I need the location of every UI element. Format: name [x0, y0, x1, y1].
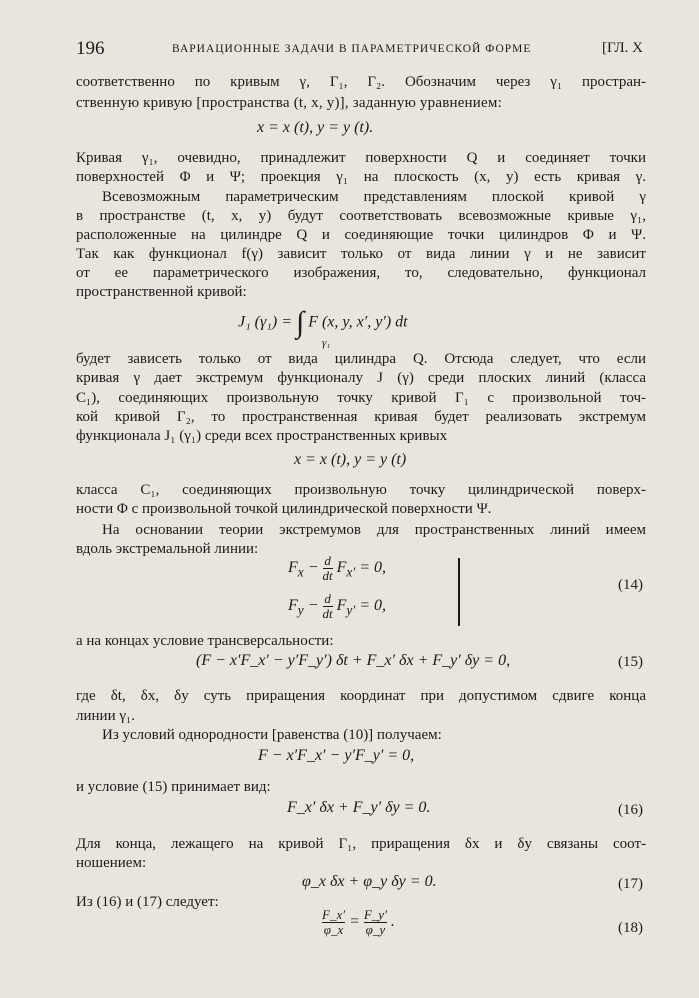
fraction-numerator: d [324, 553, 331, 568]
eq-subscript: y′ [346, 602, 356, 618]
eq-term: F [336, 597, 347, 615]
eq-term: F [336, 559, 347, 577]
fraction-numerator: d [324, 591, 331, 606]
chapter-label: [ГЛ. X [601, 40, 643, 56]
fraction-numerator: F_y′ [363, 907, 387, 922]
equation-number: (15) [618, 654, 643, 670]
text-line: от ее параметрического изображения, то, следовательно, функционал [76, 265, 646, 281]
text-line: где δt, δx, δy суть приращения координат при допустимом сдвиге конца [76, 688, 646, 704]
eq-operator: = [349, 913, 360, 931]
ratio-equation [322, 908, 395, 937]
text-line: функционала J₁ (γ₁) среди всех пространственных кривых [76, 428, 448, 444]
text-line: ности Φ с произвольной точкой цилиндрической поверхности Ψ. [76, 501, 492, 517]
equation: F_x′ δx + F_y′ δy = 0. [287, 799, 431, 816]
text-line: ственную кривую [пространства (t, x, y)], заданную уравнением: [76, 95, 502, 111]
text-line: ношением: [76, 855, 147, 871]
eq-term: F [288, 597, 298, 615]
text-line: Из (16) и (17) следует: [76, 894, 219, 910]
text-line: а на концах условие трансверсальности: [76, 633, 334, 649]
text-line: класса C₁, соединяющих произвольную точку цилиндрической поверх- [76, 482, 646, 498]
text-line: расположенные на цилиндре Q и соединяющие точки цилиндров Φ и Ψ. [76, 227, 646, 243]
text-line: На основании теории экстремумов для пространственных линий имеем [102, 522, 646, 538]
fraction-denominator: φ_x [323, 922, 344, 937]
text-line: Из условий однородности [равенства (10)] получаем: [102, 727, 442, 743]
eq-end: = 0, [359, 597, 387, 615]
text-line: поверхностей Φ и Ψ; проекция γ₁ на плоскость (x, y) есть кривая γ. [76, 169, 646, 185]
page-number: 196 [76, 38, 105, 59]
text-line: и условие (15) принимает вид: [76, 779, 271, 795]
text-line: в пространстве (t, x, y) будут соответствовать всевозможные кривые γ₁, [76, 208, 646, 224]
text-line: соответственно по кривым γ, Γ₁, Γ₂. Обозначим через γ₁ простран- [76, 74, 646, 90]
equation-number: (17) [618, 876, 643, 892]
text-line: Всевозможным параметрическим представлениям плоской кривой γ [102, 189, 646, 205]
system-brace [458, 558, 460, 626]
equation: x = x (t), y = y (t) [294, 451, 407, 468]
ratio-fraction [364, 908, 387, 937]
fraction-numerator: F_x′ [322, 907, 346, 922]
ratio-fraction [322, 908, 345, 937]
text-line: C₁), соединяющих произвольную точку кривой Γ₁ с произвольной точ- [76, 390, 646, 406]
equation: φ_x δx + φ_y δy = 0. [302, 873, 437, 890]
fraction-denominator: dt [322, 568, 333, 583]
fraction-denominator: φ_y [365, 922, 386, 937]
integral-subscript: γ₁ [322, 337, 331, 349]
euler-equation-y [288, 592, 386, 621]
derivative-fraction [323, 592, 333, 621]
text-line: кой кривой Γ₂, то пространственная кривая будет реализовать экстремум [76, 409, 646, 425]
page-header [76, 38, 643, 62]
fraction-denominator: dt [322, 606, 333, 621]
equation: F − x′F_x′ − y′F_y′ = 0, [258, 747, 415, 764]
integral-equation [238, 306, 408, 340]
text-line: Так как функционал f(γ) зависит только от вида линии γ и не зависит [76, 246, 646, 262]
eq-operator: − [307, 559, 319, 577]
text-line: линии γ₁. [76, 708, 135, 724]
equation: x = x (t), y = y (t). [257, 119, 374, 136]
integral-sign: ∫ [295, 306, 305, 339]
equation-number: (18) [618, 920, 643, 936]
running-head: ВАРИАЦИОННЫЕ ЗАДАЧИ В ПАРАМЕТРИЧЕСКОЙ ФОРМЕ [172, 43, 532, 55]
text-line: будет зависеть только от вида цилиндра Q. Отсюда следует, что если [76, 351, 646, 367]
eq-term: F [288, 559, 298, 577]
equation-number: (14) [618, 577, 643, 593]
eq-subscript: x′ [346, 564, 356, 580]
equation: (F − x′F_x′ − y′F_y′) δt + F_x′ δx + F_y′ δy = 0, [196, 652, 511, 669]
eq-subscript: x [297, 564, 304, 580]
eq-end: = 0, [359, 559, 387, 577]
euler-equation-x [288, 554, 386, 583]
eq-end: . [390, 913, 395, 931]
text-line: пространственной кривой: [76, 284, 247, 300]
text-line: Кривая γ₁, очевидно, принадлежит поверхности Q и соединяет точки [76, 150, 646, 166]
text-line: вдоль экстремальной линии: [76, 541, 259, 557]
text-line: кривая γ дает экстремум функционалу J (γ) среди плоских линий (класса [76, 370, 646, 386]
eq-operator: − [307, 597, 319, 615]
eq-subscript: y [297, 602, 304, 618]
equation-number: (16) [618, 802, 643, 818]
integral-lhs: J₁ (γ₁) = [238, 313, 292, 331]
integral-integrand: F (x, y, x′, y′) dt [308, 313, 408, 331]
text-line: Для конца, лежащего на кривой Γ₁, приращения δx и δy связаны соот- [76, 836, 646, 852]
derivative-fraction [323, 554, 333, 583]
